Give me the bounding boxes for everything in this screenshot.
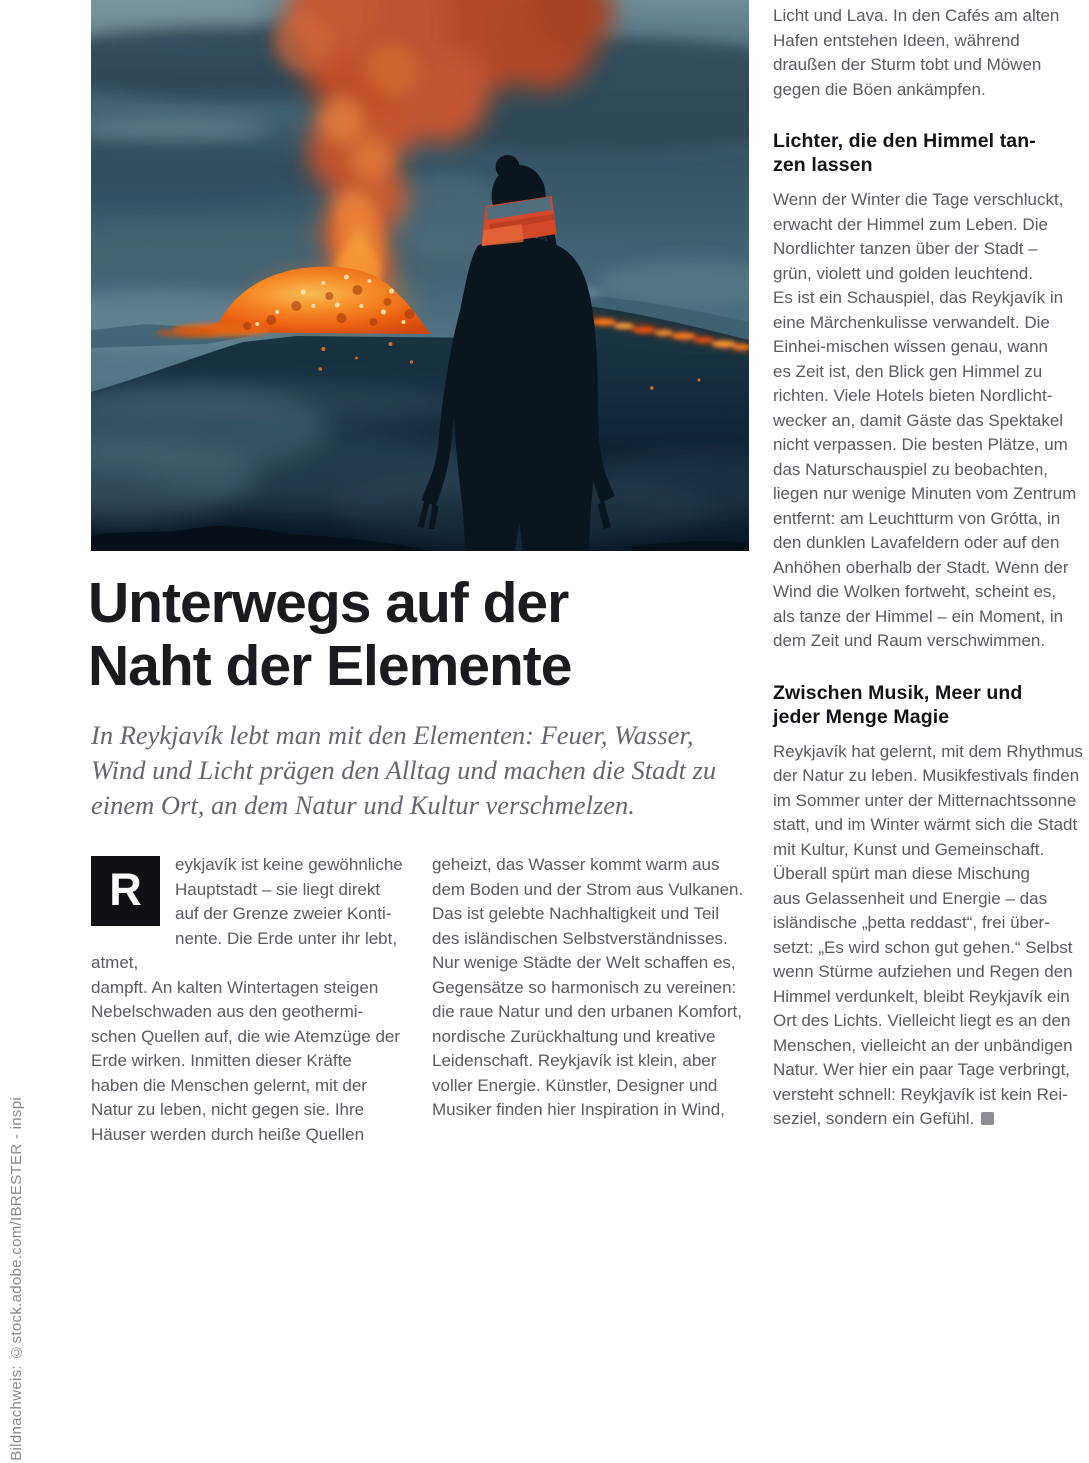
body-text-col2: geheizt, das Wasser kommt warm aus dem Boden und der Strom aus Vulkanen. Das ist gelebte Nachhaltigkeit und Teil des isländischen Selbstverständnisses. Nur wenige Städte der Welt schaffen es, Gegensätze so harmonisch zu vereinen: die raue Natur und den urbanen Komfort, nordische Zurückhaltung und kreative Leidenschaft. Reykjavík ist klein, aber voller Energie. Künstler, Designer und Musiker finden hier Inspiration in Wind,	[432, 855, 744, 1119]
rail-paragraph-intro: Licht und Lava. In den Cafés am alten Hafen entstehen Ideen, während draußen der Sturm tobt und Möwen gegen die Böen ankämpfen.	[773, 6, 1060, 99]
image-credit: Bildnachweis: ©stock.adobe.com/IBRESTER - inspi	[8, 1097, 25, 1461]
volcano-photo	[91, 0, 749, 551]
rail-paragraph-music-text: Reykjavík hat gelernt, mit dem Rhythmus der Natur zu leben. Musikfestivals finden im Sommer unter der Mitternachtssonne statt, und im Winter wärmt sich die Stadt mit Kultur, Kunst und Gemeinschaft. Überall spürt man diese Mischung aus Gelassenheit und Energie – das isländische „þetta reddast“, frei über- setzt: „Es wird schon gut gehen.“ Selbst wenn Stürme aufziehen und Regen den Himmel verdunkelt, bleibt Reykjavík ein Ort des Lichts. Vielleicht liegt es an den Menschen, vielleicht an der unbändigen Natur. Wer hier ein paar Tage verbringt, versteht schnell: Reykjavík ist kein Rei- seziel, sondern ein Gefühl.	[773, 741, 1083, 1128]
rail-heading-music: Zwischen Musik, Meer und jeder Menge Magie	[773, 681, 1023, 728]
volcano-photo-art	[91, 0, 749, 551]
rail-paragraph-music	[773, 740, 1089, 1132]
standfirst: In Reykjavík lebt man mit den Elementen: Feuer, Wasser, Wind und Licht prägen den Alltag und machen die Stadt zu einem Ort, an dem Natur und Kultur verschmelzen.	[91, 720, 717, 820]
photo-tint	[91, 0, 749, 551]
body-column-2	[432, 853, 756, 1123]
dropcap: R	[91, 856, 160, 926]
end-of-article-mark	[981, 1112, 994, 1125]
body-column-1	[91, 853, 423, 1147]
headline: Unterwegs auf der Naht der Elemente	[88, 571, 572, 698]
rail-heading-lights: Lichter, die den Himmel tan- zen lassen	[773, 130, 1036, 176]
body-text-col1: eykjavík ist keine gewöhnliche Hauptstadt – sie liegt direkt auf der Grenze zweier Konti- nente. Die Erde unter ihr lebt, atmet, dampft. An kalten Wintertagen steigen Nebelschwaden aus den geothermi- schen Quellen auf, die wie Atemzüge der Erde wirken. Inmitten dieser Kräfte haben die Menschen gelernt, mit der Natur zu leben, nicht gegen sie. Ihre Häuser werden durch heiße Quellen	[91, 855, 403, 1144]
right-rail	[773, 0, 1089, 1132]
rail-paragraph-lights: Wenn der Winter die Tage verschluckt, erwacht der Himmel zum Leben. Die Nordlichter tanzen über der Stadt – grün, violett und golden leuchtend. Es ist ein Schauspiel, das Reykjavík in eine Märchenkulisse verwandelt. Die Einhei-mischen wissen genau, wann es Zeit ist, den Blick gen Himmel zu richten. Viele Hotels bieten Nordlicht- wecker an, damit Gäste das Spektakel nicht verpassen. Die besten Plätze, um das Naturschauspiel zu beobachten, liegen nur wenige Minuten vom Zentrum entfernt: am Leuchtturm von Grótta, in den dunklen Lavafeldern oder auf den Anhöhen oberhalb der Stadt. Wenn der Wind die Wolken fortweht, scheint es, als tanze der Himmel – ein Moment, in dem Zeit und Raum verschwimmen.	[773, 190, 1077, 650]
